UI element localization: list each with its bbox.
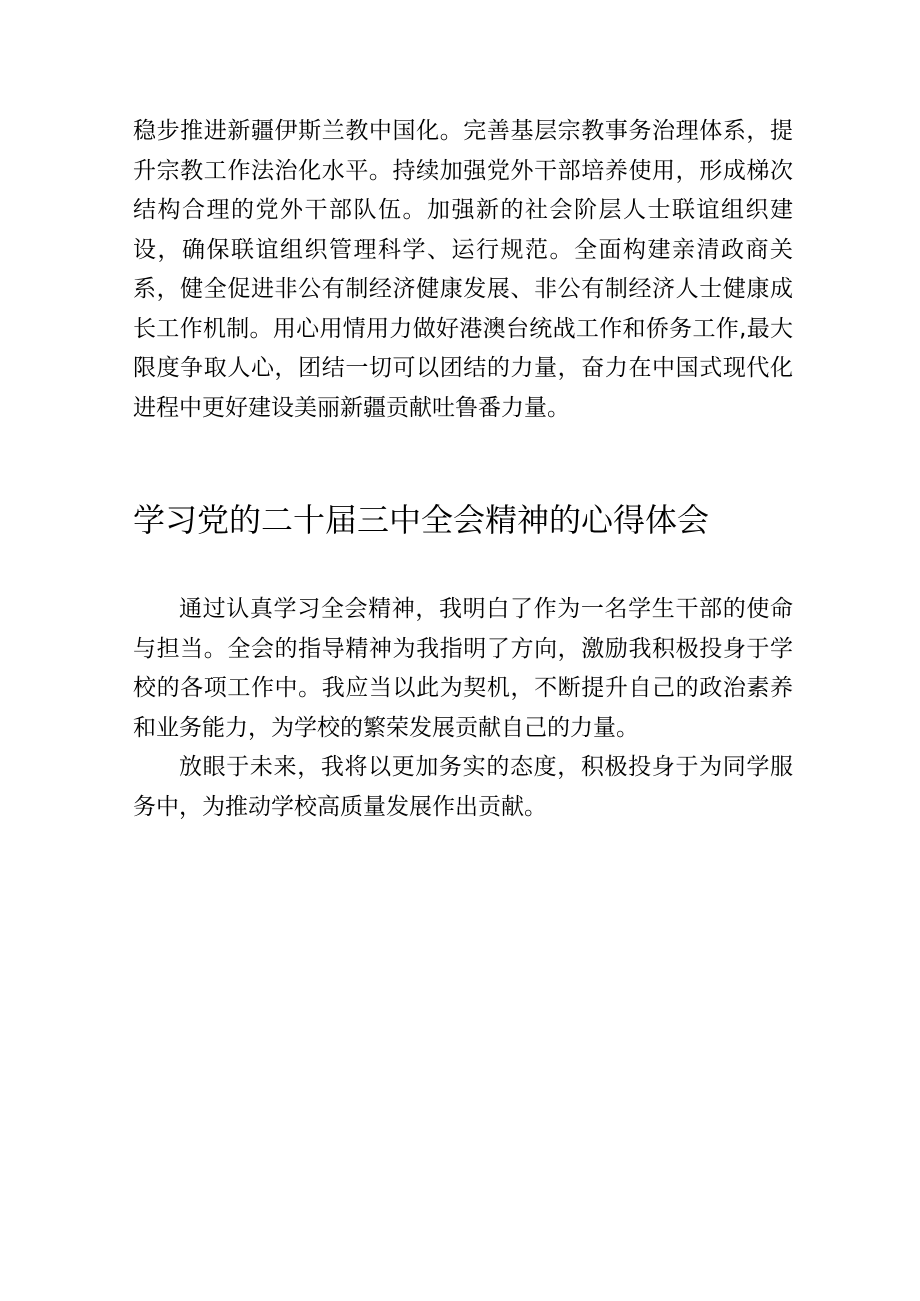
section-body [133, 590, 793, 827]
section-paragraph-1: 通过认真学习全会精神，我明白了作为一名学生干部的使命与担当。全会的指导精神为我指明了方向，激励我积极投身于学校的各项工作中。我应当以此为契机，不断提升自己的政治素养和业务能力，为学校的繁荣发展贡献自己的力量。 [133, 596, 793, 741]
intro-paragraph: 稳步推进新疆伊斯兰教中国化。完善基层宗教事务治理体系，提升宗教工作法治化水平。持续加强党外干部培养使用，形成梯次结构合理的党外干部队伍。加强新的社会阶层人士联谊组织建设，确保联谊组织管理科学、运行规范。全面构建亲清政商关系，健全促进非公有制经济健康发展、非公有制经济人士健康成长工作机制。用心用情用力做好港澳台统战工作和侨务工作,最大限度争取人心，团结一切可以团结的力量，奋力在中国式现代化进程中更好建设美丽新疆贡献吐鲁番力量。 [133, 118, 793, 421]
section-title: 学习党的二十届三中全会精神的心得体会 [133, 501, 710, 539]
section-paragraph-2: 放眼于未来，我将以更加务实的态度，积极投身于为同学服务中，为推动学校高质量发展作出贡献。 [133, 754, 793, 820]
document-content [133, 112, 793, 827]
